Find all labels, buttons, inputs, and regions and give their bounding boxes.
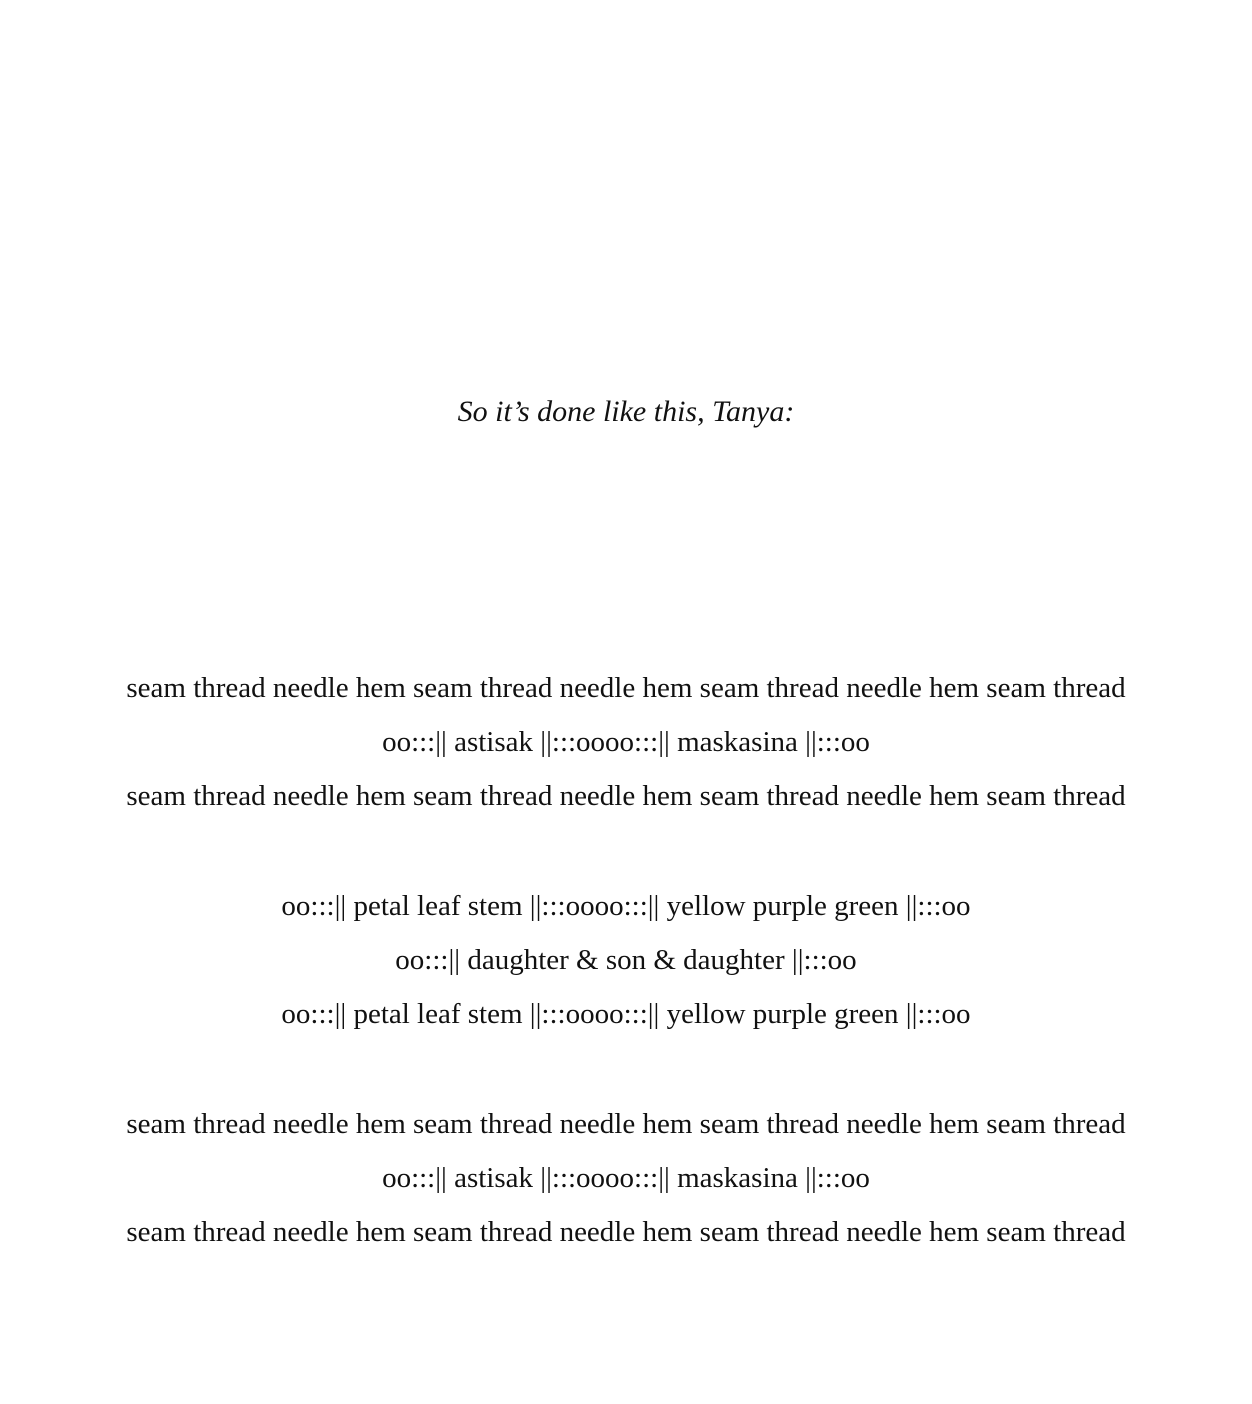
stanza-3 [0,1097,1252,1259]
epigraph: So it’s done like this, Tanya: [457,395,795,428]
stanza-line: oo:::|| petal leaf stem ||:::oooo:::|| yellow purple green ||:::oo [281,890,971,922]
stanza-line: seam thread needle hem seam thread needle hem seam thread needle hem seam thread [126,1108,1126,1140]
stanza-line: seam thread needle hem seam thread needle hem seam thread needle hem seam thread [126,1216,1126,1248]
stanza-1 [0,661,1252,823]
stanza-line: oo:::|| astisak ||:::oooo:::|| maskasina ||:::oo [382,1162,870,1194]
stanza-line: seam thread needle hem seam thread needle hem seam thread needle hem seam thread [126,780,1126,812]
stanza-line: seam thread needle hem seam thread needle hem seam thread needle hem seam thread [126,672,1126,704]
stanza-2 [0,879,1252,1041]
stanza-line: oo:::|| astisak ||:::oooo:::|| maskasina ||:::oo [382,726,870,758]
stanza-line: oo:::|| daughter & son & daughter ||:::oo [395,944,857,976]
stanza-line: oo:::|| petal leaf stem ||:::oooo:::|| yellow purple green ||:::oo [281,998,971,1030]
